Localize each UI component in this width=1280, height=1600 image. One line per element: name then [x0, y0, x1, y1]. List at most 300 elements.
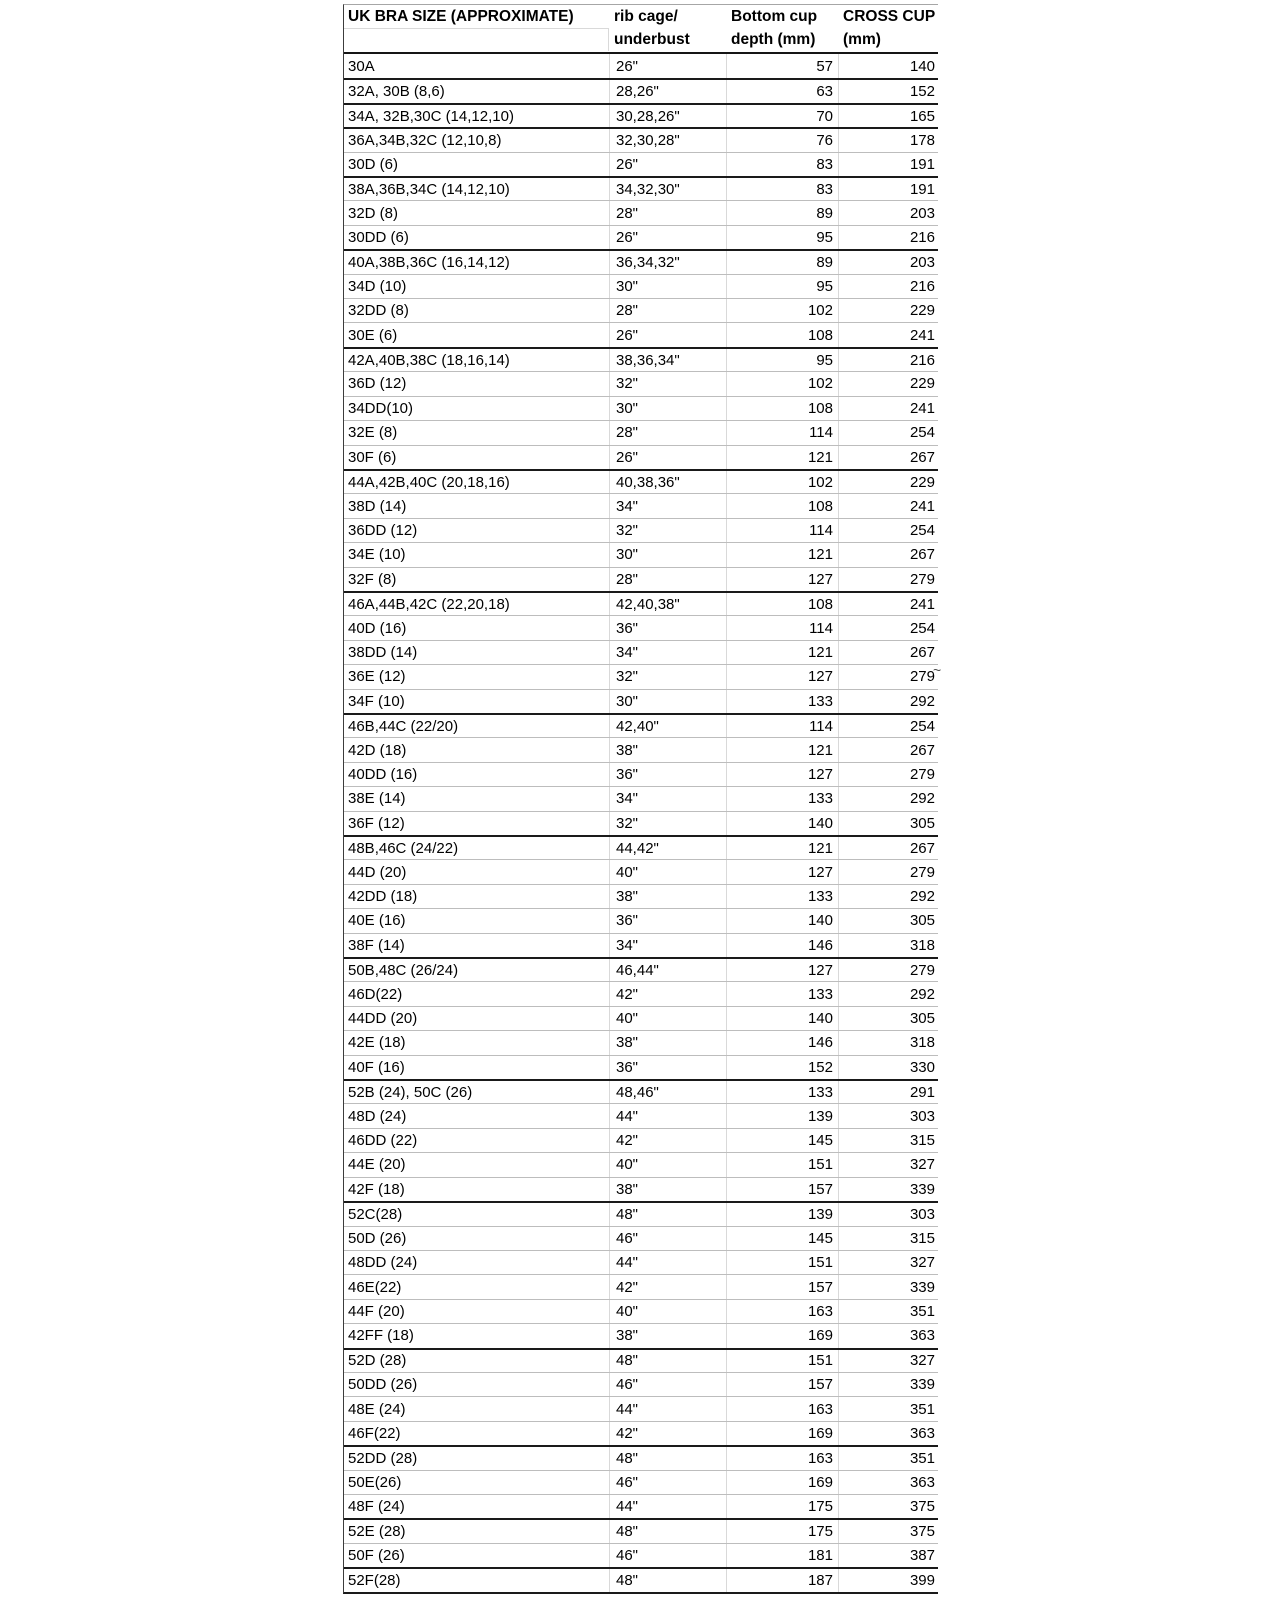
cell-size: 42E (18)	[348, 1034, 406, 1052]
cell-size: 34A, 32B,30C (14,12,10)	[348, 107, 514, 125]
cell-rib-cage: 26"	[609, 226, 726, 249]
cell-rib-cage: 36"	[609, 763, 726, 786]
cell-bottom-cup-depth: 151	[726, 1251, 838, 1274]
table-row	[344, 1299, 938, 1323]
header-uk-bra-size-line1: UK BRA SIZE (APPROXIMATE)	[344, 5, 609, 29]
cell-rib-cage: 44"	[609, 1495, 726, 1518]
cell-rib-cage: 28,26"	[609, 80, 726, 102]
cell-bottom-cup-depth: 127	[726, 665, 838, 688]
cell-bottom-cup-depth: 140	[726, 1007, 838, 1030]
cell-bottom-cup-depth: 169	[726, 1422, 838, 1445]
cell-bottom-cup-depth: 95	[726, 349, 838, 371]
cell-cross-cup: 318	[838, 1031, 938, 1054]
cell-cross-cup: 339	[838, 1178, 938, 1201]
cell-rib-cage: 32,30,28"	[609, 129, 726, 151]
cell-cross-cup: 178	[838, 129, 938, 151]
cell-rib-cage: 48"	[609, 1569, 726, 1591]
cell-cross-cup: 216	[838, 349, 938, 371]
cell-cross-cup: 303	[838, 1203, 938, 1225]
cell-bottom-cup-depth: 146	[726, 934, 838, 957]
cell-rib-cage: 26"	[609, 54, 726, 78]
cell-rib-cage: 48"	[609, 1350, 726, 1372]
cell-bottom-cup-depth: 121	[726, 738, 838, 761]
cell-size: 52DD (28)	[348, 1449, 418, 1467]
table-row	[344, 152, 938, 176]
cell-rib-cage: 30,28,26"	[609, 105, 726, 127]
cell-cross-cup: 229	[838, 471, 938, 493]
cell-cross-cup: 216	[838, 275, 938, 298]
cell-rib-cage: 30"	[609, 397, 726, 420]
cell-size: 36F (12)	[348, 814, 405, 832]
header-bottom-cup-line1: Bottom cup	[731, 8, 818, 25]
cell-cross-cup: 203	[838, 201, 938, 224]
cell-cross-cup: 254	[838, 421, 938, 444]
cell-size: 42FF (18)	[348, 1327, 414, 1345]
table-row	[344, 1226, 938, 1250]
cell-size: 32A, 30B (8,6)	[348, 83, 445, 101]
cell-bottom-cup-depth: 127	[726, 860, 838, 883]
table-body	[344, 54, 938, 1592]
cell-cross-cup: 292	[838, 982, 938, 1005]
cell-bottom-cup-depth: 121	[726, 543, 838, 566]
cell-cross-cup: 254	[838, 519, 938, 542]
cell-bottom-cup-depth: 133	[726, 690, 838, 713]
cell-bottom-cup-depth: 145	[726, 1129, 838, 1152]
table-row	[344, 200, 938, 224]
cell-bottom-cup-depth: 127	[726, 959, 838, 981]
table-row	[344, 1421, 938, 1445]
cell-bottom-cup-depth: 133	[726, 787, 838, 810]
cell-size: 46D(22)	[348, 985, 403, 1003]
cell-size: 44E (20)	[348, 1156, 406, 1174]
cell-rib-cage: 42"	[609, 1275, 726, 1298]
cell-bottom-cup-depth: 57	[726, 54, 838, 78]
cell-bottom-cup-depth: 133	[726, 1081, 838, 1103]
cell-bottom-cup-depth: 95	[726, 275, 838, 298]
cell-bottom-cup-depth: 102	[726, 471, 838, 493]
cell-bottom-cup-depth: 83	[726, 178, 838, 200]
table-row	[344, 640, 938, 664]
cell-cross-cup: 279	[838, 665, 938, 688]
cell-bottom-cup-depth: 145	[726, 1227, 838, 1250]
cell-size: 52B (24), 50C (26)	[348, 1083, 473, 1101]
cell-rib-cage: 32"	[609, 372, 726, 395]
cell-bottom-cup-depth: 146	[726, 1031, 838, 1054]
cell-bottom-cup-depth: 108	[726, 593, 838, 615]
cell-rib-cage: 48"	[609, 1520, 726, 1542]
header-bottom-cup-depth	[726, 5, 838, 52]
cell-size: 38D (14)	[348, 497, 407, 515]
cell-rib-cage: 38"	[609, 1324, 726, 1347]
cell-rib-cage: 42"	[609, 982, 726, 1005]
table-row	[344, 1372, 938, 1396]
cell-cross-cup: 305	[838, 909, 938, 932]
cell-size: 30A	[348, 57, 375, 75]
table-row	[344, 567, 938, 591]
cell-bottom-cup-depth: 83	[726, 153, 838, 176]
table-row	[344, 1177, 938, 1201]
cell-cross-cup: 375	[838, 1520, 938, 1542]
cell-cross-cup: 315	[838, 1227, 938, 1250]
cell-rib-cage: 48"	[609, 1447, 726, 1469]
cell-rib-cage: 28"	[609, 201, 726, 224]
table-row	[344, 1567, 938, 1591]
cell-cross-cup: 279	[838, 860, 938, 883]
cell-cross-cup: 305	[838, 812, 938, 835]
cell-cross-cup: 339	[838, 1275, 938, 1298]
cell-cross-cup: 267	[838, 738, 938, 761]
cell-cross-cup: 363	[838, 1471, 938, 1494]
cell-bottom-cup-depth: 151	[726, 1153, 838, 1176]
cell-size: 46F(22)	[348, 1424, 401, 1442]
cell-size: 48DD (24)	[348, 1254, 418, 1272]
cell-bottom-cup-depth: 163	[726, 1447, 838, 1469]
table-row	[344, 103, 938, 127]
cell-size: 30DD (6)	[348, 229, 409, 247]
table-row	[344, 908, 938, 932]
cell-size: 32D (8)	[348, 204, 399, 222]
cell-rib-cage: 38"	[609, 738, 726, 761]
cell-rib-cage: 36"	[609, 1056, 726, 1079]
cell-cross-cup: 279	[838, 959, 938, 981]
cell-cross-cup: 399	[838, 1569, 938, 1591]
table-row	[344, 1030, 938, 1054]
cell-size: 42F (18)	[348, 1180, 405, 1198]
table-row	[344, 1396, 938, 1420]
cell-cross-cup: 241	[838, 397, 938, 420]
header-rib-cage-line1: rib cage/	[614, 8, 678, 25]
stray-tilde-mark: ~	[933, 662, 942, 678]
header-uk-bra-size-line2	[344, 29, 609, 52]
table-row	[344, 1250, 938, 1274]
header-cross-cup-line2: (mm)	[843, 31, 881, 48]
cell-rib-cage: 40"	[609, 1153, 726, 1176]
cell-cross-cup: 254	[838, 616, 938, 639]
table-row	[344, 54, 938, 78]
cell-bottom-cup-depth: 114	[726, 715, 838, 737]
cell-rib-cage: 42"	[609, 1422, 726, 1445]
table-row	[344, 811, 938, 835]
cell-bottom-cup-depth: 114	[726, 421, 838, 444]
cell-cross-cup: 267	[838, 446, 938, 469]
header-uk-bra-size	[344, 5, 609, 52]
cell-rib-cage: 42"	[609, 1129, 726, 1152]
cell-size: 48E (24)	[348, 1400, 406, 1418]
cell-size: 32DD (8)	[348, 302, 409, 320]
cell-cross-cup: 327	[838, 1153, 938, 1176]
cell-size: 32F (8)	[348, 570, 397, 588]
cell-bottom-cup-depth: 157	[726, 1275, 838, 1298]
cell-cross-cup: 375	[838, 1495, 938, 1518]
table-row	[344, 762, 938, 786]
cell-rib-cage: 42,40,38"	[609, 593, 726, 615]
cell-size: 36DD (12)	[348, 521, 418, 539]
cell-size: 34E (10)	[348, 546, 406, 564]
table-row	[344, 689, 938, 713]
table-row	[344, 225, 938, 249]
cell-rib-cage: 40,38,36"	[609, 471, 726, 493]
table-row	[344, 1445, 938, 1469]
table-row	[344, 615, 938, 639]
cell-rib-cage: 30"	[609, 275, 726, 298]
cell-cross-cup: 279	[838, 568, 938, 591]
cell-rib-cage: 32"	[609, 812, 726, 835]
cell-size: 50D (26)	[348, 1229, 407, 1247]
cell-size: 48B,46C (24/22)	[348, 839, 459, 857]
cell-bottom-cup-depth: 151	[726, 1350, 838, 1372]
cell-size: 36D (12)	[348, 375, 407, 393]
cell-cross-cup: 330	[838, 1056, 938, 1079]
cell-rib-cage: 26"	[609, 446, 726, 469]
cell-bottom-cup-depth: 114	[726, 519, 838, 542]
cell-rib-cage: 40"	[609, 1007, 726, 1030]
cell-cross-cup: 241	[838, 494, 938, 517]
table-row	[344, 493, 938, 517]
cell-bottom-cup-depth: 187	[726, 1569, 838, 1591]
cell-rib-cage: 36,34,32"	[609, 251, 726, 273]
cell-size: 40E (16)	[348, 912, 406, 930]
cell-rib-cage: 42,40"	[609, 715, 726, 737]
cell-rib-cage: 34"	[609, 787, 726, 810]
cell-bottom-cup-depth: 163	[726, 1397, 838, 1420]
cell-cross-cup: 351	[838, 1397, 938, 1420]
cell-rib-cage: 40"	[609, 860, 726, 883]
cell-cross-cup: 318	[838, 934, 938, 957]
table-row	[344, 713, 938, 737]
table-row	[344, 1274, 938, 1298]
table-row	[344, 1470, 938, 1494]
cell-rib-cage: 46"	[609, 1227, 726, 1250]
table-row	[344, 1103, 938, 1127]
cell-cross-cup: 305	[838, 1007, 938, 1030]
cell-rib-cage: 34"	[609, 934, 726, 957]
cell-cross-cup: 339	[838, 1373, 938, 1396]
cell-size: 38A,36B,34C (14,12,10)	[348, 180, 510, 198]
cell-bottom-cup-depth: 139	[726, 1203, 838, 1225]
cell-rib-cage: 48,46"	[609, 1081, 726, 1103]
cell-size: 40D (16)	[348, 619, 407, 637]
cell-cross-cup: 216	[838, 226, 938, 249]
cell-size: 46E(22)	[348, 1278, 402, 1296]
cell-size: 48D (24)	[348, 1107, 407, 1125]
cell-bottom-cup-depth: 76	[726, 129, 838, 151]
table-row	[344, 445, 938, 469]
cell-cross-cup: 203	[838, 251, 938, 273]
cell-rib-cage: 48"	[609, 1203, 726, 1225]
cell-rib-cage: 30"	[609, 690, 726, 713]
cell-size: 30F (6)	[348, 448, 397, 466]
cell-bottom-cup-depth: 152	[726, 1056, 838, 1079]
table-row	[344, 786, 938, 810]
cell-cross-cup: 351	[838, 1300, 938, 1323]
table-row	[344, 1518, 938, 1542]
cell-size: 52E (28)	[348, 1523, 406, 1541]
cell-bottom-cup-depth: 121	[726, 837, 838, 859]
cell-bottom-cup-depth: 140	[726, 812, 838, 835]
cell-cross-cup: 165	[838, 105, 938, 127]
cell-bottom-cup-depth: 140	[726, 909, 838, 932]
cell-rib-cage: 32"	[609, 519, 726, 542]
header-cross-cup	[838, 5, 938, 52]
cell-rib-cage: 44"	[609, 1104, 726, 1127]
header-cross-cup-line1: CROSS CUP	[843, 8, 936, 25]
table-row	[344, 957, 938, 981]
cell-rib-cage: 38,36,34"	[609, 349, 726, 371]
cell-size: 52D (28)	[348, 1352, 407, 1370]
cell-bottom-cup-depth: 114	[726, 616, 838, 639]
cell-rib-cage: 36"	[609, 909, 726, 932]
header-rib-cage-line2: underbust	[608, 28, 726, 51]
cell-bottom-cup-depth: 89	[726, 201, 838, 224]
cell-bottom-cup-depth: 169	[726, 1324, 838, 1347]
cell-bottom-cup-depth: 133	[726, 982, 838, 1005]
cell-size: 34F (10)	[348, 692, 405, 710]
table-row	[344, 274, 938, 298]
cell-size: 44DD (20)	[348, 1010, 418, 1028]
cell-bottom-cup-depth: 163	[726, 1300, 838, 1323]
cell-bottom-cup-depth: 108	[726, 397, 838, 420]
cell-bottom-cup-depth: 139	[726, 1104, 838, 1127]
cell-rib-cage: 30"	[609, 543, 726, 566]
header-rib-cage	[609, 5, 726, 52]
cell-cross-cup: 191	[838, 178, 938, 200]
cell-size: 30E (6)	[348, 326, 398, 344]
table-header-row	[344, 5, 938, 54]
table-row	[344, 127, 938, 151]
cell-cross-cup: 279	[838, 763, 938, 786]
table-row	[344, 981, 938, 1005]
cell-bottom-cup-depth: 181	[726, 1544, 838, 1567]
cell-bottom-cup-depth: 108	[726, 323, 838, 346]
table-row	[344, 322, 938, 346]
cell-bottom-cup-depth: 127	[726, 568, 838, 591]
cell-bottom-cup-depth: 70	[726, 105, 838, 127]
cell-rib-cage: 44"	[609, 1251, 726, 1274]
table-row	[344, 420, 938, 444]
cell-cross-cup: 291	[838, 1081, 938, 1103]
cell-cross-cup: 327	[838, 1350, 938, 1372]
cell-bottom-cup-depth: 108	[726, 494, 838, 517]
cell-bottom-cup-depth: 63	[726, 80, 838, 102]
cell-cross-cup: 267	[838, 641, 938, 664]
cell-rib-cage: 44"	[609, 1397, 726, 1420]
cell-cross-cup: 292	[838, 885, 938, 908]
header-bottom-cup-line2: depth (mm)	[731, 31, 816, 48]
cell-cross-cup: 292	[838, 787, 938, 810]
cell-size: 40DD (16)	[348, 765, 418, 783]
cell-bottom-cup-depth: 102	[726, 299, 838, 322]
cell-rib-cage: 28"	[609, 421, 726, 444]
cell-size: 38F (14)	[348, 936, 405, 954]
cell-size: 38DD (14)	[348, 643, 418, 661]
cell-size: 42D (18)	[348, 741, 407, 759]
cell-rib-cage: 26"	[609, 153, 726, 176]
cell-size: 40A,38B,36C (16,14,12)	[348, 253, 510, 271]
table-row	[344, 518, 938, 542]
table-row	[344, 347, 938, 371]
cell-cross-cup: 363	[838, 1324, 938, 1347]
cell-size: 36E (12)	[348, 668, 406, 686]
table-row	[344, 1323, 938, 1347]
table-row	[344, 78, 938, 102]
table-row	[344, 1128, 938, 1152]
cell-cross-cup: 254	[838, 715, 938, 737]
cell-cross-cup: 292	[838, 690, 938, 713]
cell-rib-cage: 34"	[609, 641, 726, 664]
table-row	[344, 298, 938, 322]
table-row	[344, 1494, 938, 1518]
cell-rib-cage: 28"	[609, 299, 726, 322]
table-row	[344, 249, 938, 273]
bra-size-table	[343, 4, 938, 1594]
cell-size: 44F (20)	[348, 1302, 405, 1320]
cell-rib-cage: 46"	[609, 1373, 726, 1396]
cell-cross-cup: 140	[838, 54, 938, 78]
cell-size: 42A,40B,38C (18,16,14)	[348, 351, 510, 369]
cell-rib-cage: 46"	[609, 1471, 726, 1494]
table-row	[344, 371, 938, 395]
cell-cross-cup: 267	[838, 837, 938, 859]
cell-bottom-cup-depth: 157	[726, 1373, 838, 1396]
table-row	[344, 664, 938, 688]
table-row	[344, 884, 938, 908]
cell-size: 50F (26)	[348, 1546, 405, 1564]
cell-cross-cup: 241	[838, 323, 938, 346]
cell-rib-cage: 40"	[609, 1300, 726, 1323]
cell-rib-cage: 38"	[609, 1031, 726, 1054]
cell-rib-cage: 36"	[609, 616, 726, 639]
cell-bottom-cup-depth: 95	[726, 226, 838, 249]
cell-size: 36A,34B,32C (12,10,8)	[348, 131, 502, 149]
cell-cross-cup: 303	[838, 1104, 938, 1127]
cell-bottom-cup-depth: 121	[726, 446, 838, 469]
cell-size: 38E (14)	[348, 790, 406, 808]
cell-rib-cage: 28"	[609, 568, 726, 591]
table-row	[344, 176, 938, 200]
cell-rib-cage: 46"	[609, 1544, 726, 1567]
cell-bottom-cup-depth: 127	[726, 763, 838, 786]
cell-bottom-cup-depth: 89	[726, 251, 838, 273]
table-row	[344, 1348, 938, 1372]
table-row	[344, 1201, 938, 1225]
table-row	[344, 396, 938, 420]
cell-bottom-cup-depth: 133	[726, 885, 838, 908]
table-row	[344, 933, 938, 957]
cell-cross-cup: 191	[838, 153, 938, 176]
table-row	[344, 469, 938, 493]
cell-cross-cup: 267	[838, 543, 938, 566]
cell-rib-cage: 34,32,30"	[609, 178, 726, 200]
cell-size: 48F (24)	[348, 1498, 405, 1516]
cell-cross-cup: 387	[838, 1544, 938, 1567]
cell-bottom-cup-depth: 102	[726, 372, 838, 395]
cell-bottom-cup-depth: 175	[726, 1520, 838, 1542]
table-row	[344, 1079, 938, 1103]
cell-cross-cup: 241	[838, 593, 938, 615]
cell-cross-cup: 351	[838, 1447, 938, 1469]
cell-bottom-cup-depth: 175	[726, 1495, 838, 1518]
cell-size: 46DD (22)	[348, 1132, 418, 1150]
cell-rib-cage: 38"	[609, 885, 726, 908]
cell-size: 44D (20)	[348, 863, 407, 881]
cell-size: 32E (8)	[348, 424, 398, 442]
table-row	[344, 591, 938, 615]
cell-bottom-cup-depth: 157	[726, 1178, 838, 1201]
cell-size: 40F (16)	[348, 1058, 405, 1076]
table-row	[344, 1006, 938, 1030]
cell-size: 34D (10)	[348, 277, 407, 295]
cell-size: 46A,44B,42C (22,20,18)	[348, 595, 510, 613]
